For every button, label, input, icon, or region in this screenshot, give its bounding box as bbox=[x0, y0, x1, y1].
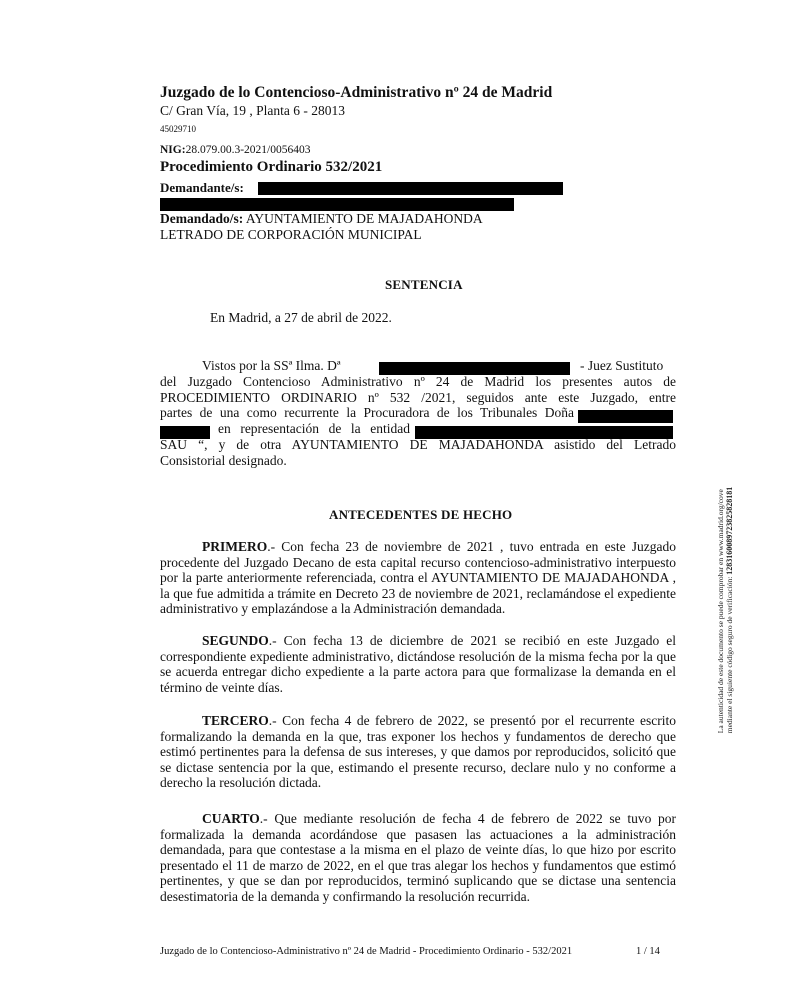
vistos-line-3: PROCEDIMIENTO ORDINARIO nº 532 /2021, seguidos ante este Juzgado, entre bbox=[160, 390, 676, 405]
redaction-bar bbox=[160, 198, 514, 211]
sentencia-title: SENTENCIA bbox=[385, 277, 463, 292]
page-footer: Juzgado de lo Contencioso-Administrativo nº 24 de Madrid - Procedimiento Ordinario - 532/2021 bbox=[160, 946, 573, 957]
defendant-label: Demandado/s: bbox=[160, 211, 244, 226]
nig-line bbox=[160, 144, 310, 156]
vistos-line-4: partes de una como recurrente la Procuradora de los Tribunales Doña bbox=[160, 405, 574, 420]
court-address: C/ Gran Vía, 19 , Planta 6 - 28013 bbox=[160, 103, 345, 118]
vistos-line-5: en representación de la entidad bbox=[218, 421, 410, 436]
antecedentes-title: ANTECEDENTES DE HECHO bbox=[329, 507, 513, 522]
vistos-line-2: del Juzgado Contencioso Administrativo nº 24 de Madrid los presentes autos de bbox=[160, 374, 676, 389]
segundo-label: SEGUNDO bbox=[202, 633, 269, 648]
vistos-line-6: SAU “, y de otra AYUNTAMIENTO DE MAJADAHONDA asistido del Letrado bbox=[160, 437, 676, 452]
cuarto-text: .- Que mediante resolución de fecha 4 de febrero de 2022 se tuvo por formalizada la demanda acordándose que pasasen las actuaciones a la administración demandada, para que contestase a la misma en el plazo de veinte días, lo que hizo por escrito presentado el 11 de marzo de 2022, en el que tras alegar los hechos y fundamentos que estimó pertinentes, y que se dan por reproducidos, terminó suplicando que se dictase una sentencia desestimatoria de la demanda y confirmando la resolución recurrida. bbox=[160, 811, 676, 904]
verification-code: 1283160089723825828181 bbox=[725, 486, 734, 575]
defendant-line-2: LETRADO DE CORPORACIÓN MUNICIPAL bbox=[160, 227, 422, 242]
vistos-judge-suffix: - Juez Sustituto bbox=[580, 358, 664, 373]
date-line: En Madrid, a 27 de abril de 2022. bbox=[210, 310, 392, 325]
nig-label: NIG: bbox=[160, 144, 186, 156]
vistos-line-1 bbox=[202, 358, 341, 374]
verification-note bbox=[710, 470, 740, 750]
verification-note-text bbox=[716, 487, 734, 734]
verification-line-1: La autenticidad de este documento se puede comprobar en www.madrid.org/cove bbox=[716, 489, 725, 734]
segundo-text: .- Con fecha 13 de diciembre de 2021 se recibió en este Juzgado el correspondiente expediente administrativo, dictándose resolución de la misma fecha por la que se acuerda entregar dicho expediente a la parte actora para que formalizase la demanda en el término de veinte días. bbox=[160, 633, 676, 695]
tercero-label: TERCERO bbox=[202, 713, 269, 728]
page-number: 1 / 14 bbox=[636, 946, 660, 957]
redaction-bar bbox=[578, 410, 673, 423]
defendant-line bbox=[160, 211, 483, 227]
paragraph-tercero bbox=[160, 713, 676, 791]
court-name: Juzgado de lo Contencioso-Administrativo nº 24 de Madrid bbox=[160, 84, 553, 101]
paragraph-cuarto bbox=[160, 811, 676, 905]
primero-label: PRIMERO bbox=[202, 539, 268, 554]
nig-value: 28.079.00.3-2021/0056403 bbox=[185, 144, 311, 156]
redaction-bar bbox=[258, 182, 563, 195]
plaintiff-label: Demandante/s: bbox=[160, 180, 244, 195]
paragraph-primero bbox=[160, 539, 676, 617]
court-code: 45029710 bbox=[160, 124, 196, 134]
defendant-value: AYUNTAMIENTO DE MAJADAHONDA bbox=[245, 211, 483, 226]
paragraph-segundo bbox=[160, 633, 676, 695]
procedure-title: Procedimiento Ordinario 532/2021 bbox=[160, 159, 383, 175]
verification-line-2: mediante el siguiente código seguro de verificación: bbox=[725, 576, 734, 734]
vistos-line-7: Consistorial designado. bbox=[160, 453, 287, 468]
vistos-start: Vistos por la SSª Ilma. Dª bbox=[202, 358, 341, 373]
tercero-text: .- Con fecha 4 de febrero de 2022, se presentó por el recurrente escrito formalizando la demanda en la que, tras exponer los hechos y fundamentos de derecho que estimó pertinentes para la defensa de sus intereses, y que damos por reproducidos, solicitó que se dictase sentencia por la que, estimando el presente recurso, declare nulo y no conforme a derecho la resolución dictada. bbox=[160, 713, 676, 791]
cuarto-label: CUARTO bbox=[202, 811, 260, 826]
primero-text: .- Con fecha 23 de noviembre de 2021 , tuvo entrada en este Juzgado procedente del Juzgado Decano de esta capital recurso contencioso-administrativo interpuesto por la parte anteriormente referenciada, contra el AYUNTAMIENTO DE MAJADAHONDA , la que fue admitida a trámite en Decreto 23 de noviembre de 2021, reclamándose el expediente administrativo y emplazándose a la Administración demandada. bbox=[160, 539, 676, 617]
